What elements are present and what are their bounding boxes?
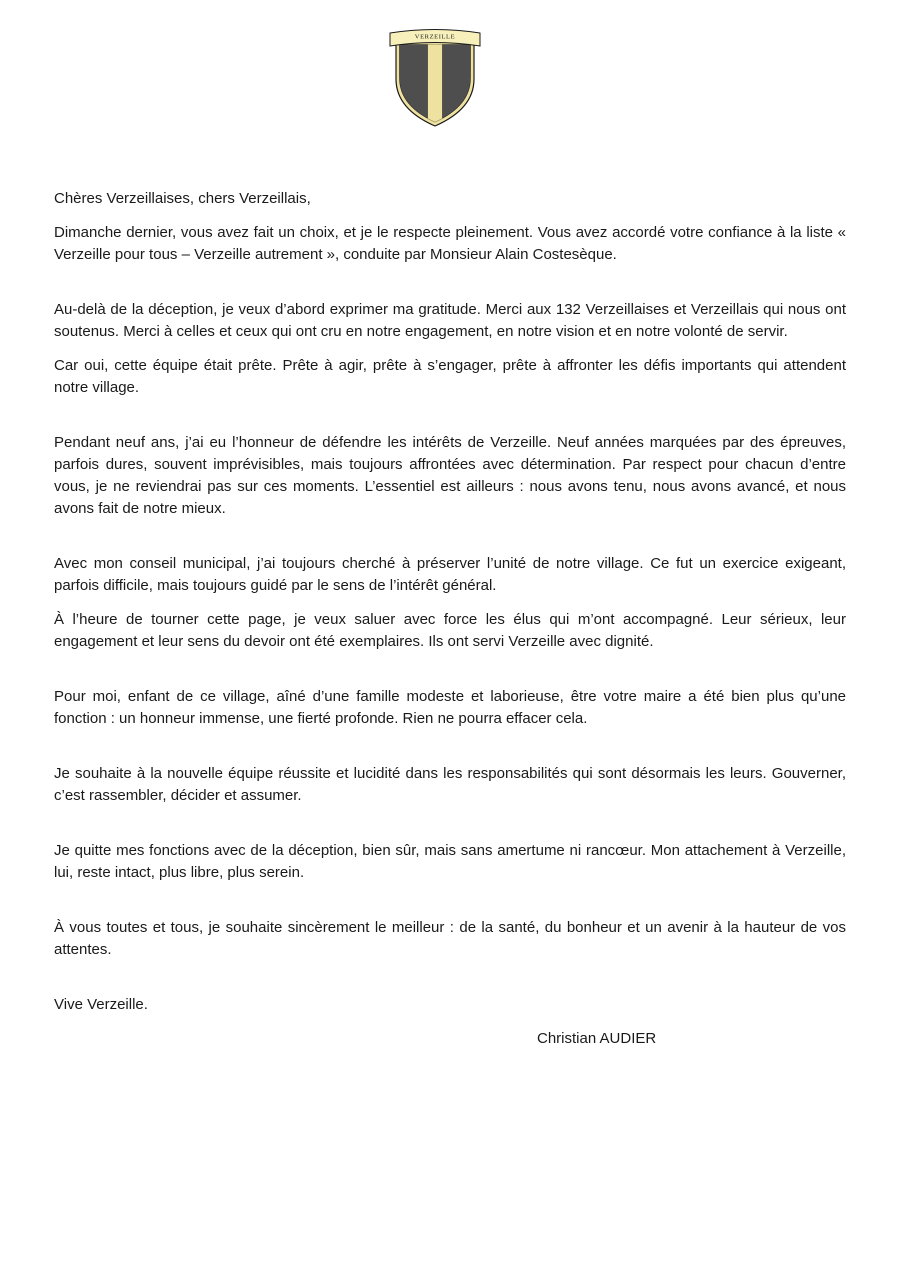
coat-of-arms — [388, 27, 482, 127]
paragraph-neuf-ans: Pendant neuf ans, j’ai eu l’honneur de défendre les intérêts de Verzeille. Neuf années marquées par des épreuves, parfois dures, souvent imprévisibles, mais toujours affrontées avec détermination. Par respect pour chacun d’entre vous, je ne reviendrai pas sur ces moments. L’essentiel est ailleurs : nous avons tenu, nous avons avancé, et nous avons fait de notre mieux. — [54, 434, 846, 517]
paragraph-depart: Je quitte mes fonctions avec de la déception, bien sûr, mais sans amertume ni rancœur. Mon attachement à Verzeille, lui, reste intact, plus libre, plus serein. — [54, 842, 846, 881]
paragraph-conseil-municipal: Avec mon conseil municipal, j’ai toujours cherché à préserver l’unité de notre village. Ce fut un exercice exigeant, parfois difficile, mais toujours guidé par le sens de l’intérêt général. — [54, 555, 846, 594]
verzeille-crest — [0, 0, 900, 127]
paragraph-gratitude: Au-delà de la déception, je veux d’abord exprimer ma gratitude. Merci aux 132 Verzeillaises et Verzeillais qui nous ont soutenus. Merci à celles et ceux qui ont cru en notre engagement, en notre vision et en notre volonté de servir. — [54, 301, 846, 340]
salutation: Chères Verzeillaises, chers Verzeillais, — [54, 190, 311, 207]
paragraph-saluer-elus: À l’heure de tourner cette page, je veux saluer avec force les élus qui m’ont accompagné. Leur sérieux, leur engagement et leur sens du devoir ont été exemplaires. Ils ont servi Verzeille avec dignité. — [54, 611, 846, 650]
paragraph-enfant-du-village: Pour moi, enfant de ce village, aîné d’une famille modeste et laborieuse, être votre maire a été bien plus qu’une fonction : un honneur immense, une fierté profonde. Rien ne pourra effacer cela. — [54, 688, 846, 727]
letter-body — [54, 188, 846, 1050]
crest-banner-text: VERZEILLE — [414, 33, 456, 41]
paragraph-voeux: À vous toutes et tous, je souhaite sincèrement le meilleur : de la santé, du bonheur et un avenir à la hauteur de vos attentes. — [54, 919, 846, 958]
signature: Christian AUDIER — [537, 1030, 657, 1047]
shield-pale-stripe — [428, 43, 443, 125]
paragraph-equipe-prete: Car oui, cette équipe était prête. Prête à agir, prête à s’engager, prête à affronter les défis importants qui attendent notre village. — [54, 357, 846, 396]
paragraph-nouvelle-equipe: Je souhaite à la nouvelle équipe réussite et lucidité dans les responsabilités qui sont désormais les leurs. Gouverner, c’est rassembler, décider et assumer. — [54, 765, 846, 804]
paragraph-choice: Dimanche dernier, vous avez fait un choix, et je le respecte pleinement. Vous avez accordé votre confiance à la liste « Verzeille pour tous – Verzeille autrement », conduite par Monsieur Alain Costesèque. — [54, 224, 846, 263]
closing-line: Vive Verzeille. — [54, 996, 148, 1013]
